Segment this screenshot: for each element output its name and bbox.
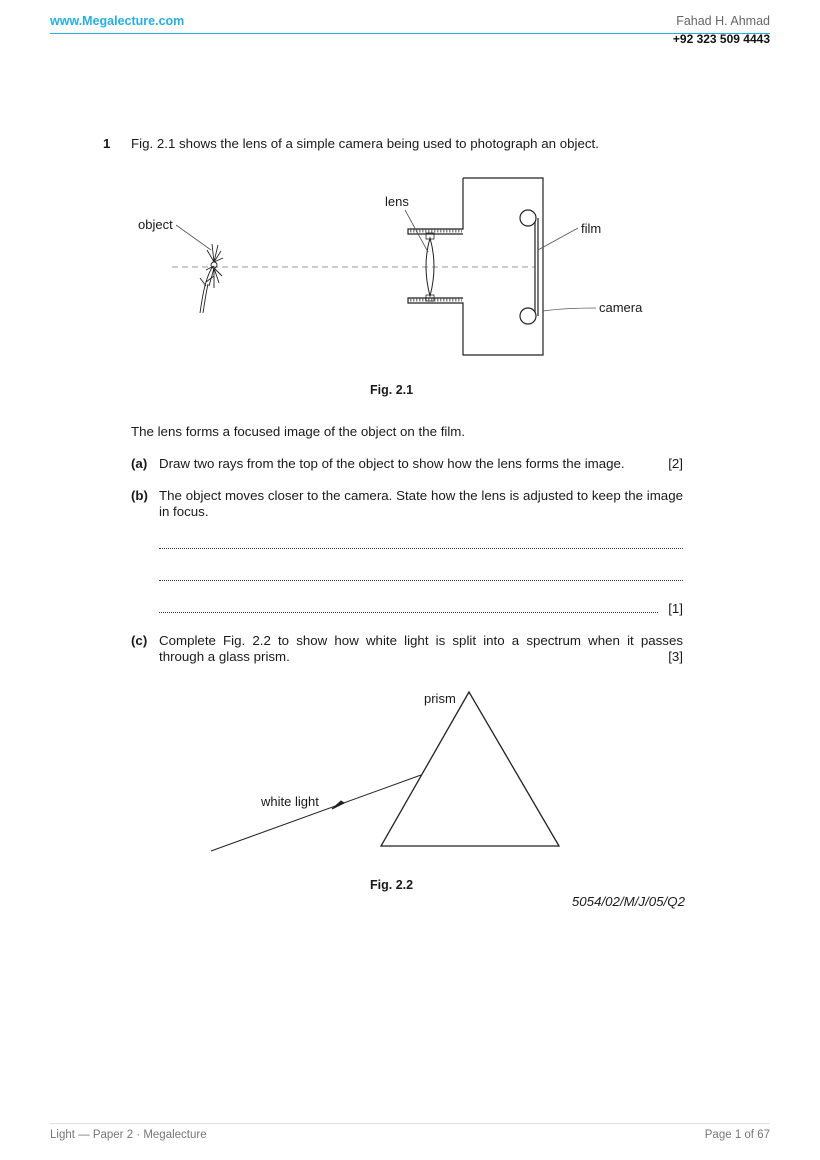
part-c-label: (c) xyxy=(131,633,148,648)
part-a-text: Draw two rays from the top of the object to show how the lens forms the image. xyxy=(159,456,625,471)
part-a-label: (a) xyxy=(131,456,148,471)
fig-2-1-caption: Fig. 2.1 xyxy=(370,383,414,397)
part-b-label: (b) xyxy=(131,488,148,503)
question-reference: 5054/02/M/J/05/Q2 xyxy=(571,894,685,909)
author-name: Fahad H. Ahmad xyxy=(676,14,770,28)
part-b-text: The object moves closer to the camera. State how the lens is adjusted to keep the image in focus. xyxy=(159,488,683,519)
page-number: Page 1 of 67 xyxy=(704,1129,770,1141)
answer-line-1[interactable] xyxy=(159,548,683,549)
site-link[interactable]: www.Megalecture.com xyxy=(50,14,185,28)
label-object: object xyxy=(138,217,173,232)
camera-diagram xyxy=(0,165,820,375)
part-a-marks: [2] xyxy=(668,456,683,471)
intro-text: The lens forms a focused image of the object on the film. xyxy=(131,424,466,439)
camera-leader xyxy=(543,308,596,311)
label-prism: prism xyxy=(424,691,456,706)
flower-object xyxy=(200,244,223,313)
phone-number: +92 323 509 4443 xyxy=(672,32,770,46)
answer-line-3[interactable] xyxy=(159,612,658,613)
fig-2-2-caption: Fig. 2.2 xyxy=(370,878,414,892)
label-lens: lens xyxy=(385,194,409,209)
answer-line-2[interactable] xyxy=(159,580,683,581)
question-number: 1 xyxy=(103,136,111,151)
part-c-line-2-text: through a glass prism. xyxy=(159,649,290,664)
white-light-ray xyxy=(211,775,421,851)
part-c-line-1: Complete Fig. 2.2 to show how white light is split into a spectrum when it passes xyxy=(159,633,683,648)
prism-triangle xyxy=(381,692,559,846)
label-white-light: white light xyxy=(261,794,319,809)
ray-arrowhead xyxy=(332,801,344,809)
film-spool-top xyxy=(520,210,536,226)
part-c-line-2 xyxy=(159,649,683,665)
film-leader xyxy=(538,228,578,250)
part-b-marks: [1] xyxy=(668,601,683,616)
film-spool-bottom xyxy=(520,308,536,324)
part-c-marks: [3] xyxy=(668,649,683,664)
lens-tube-hatching xyxy=(410,231,462,300)
object-leader xyxy=(176,225,211,250)
footer-left: Light — Paper 2 · Megalecture xyxy=(50,1129,207,1141)
label-film: film xyxy=(581,221,602,236)
footer-rule xyxy=(50,1123,770,1124)
prism-diagram xyxy=(0,680,820,860)
label-camera: camera xyxy=(599,300,643,315)
part-c-text xyxy=(159,633,683,665)
header-rule xyxy=(50,33,770,34)
question-stem: Fig. 2.1 shows the lens of a simple camera being used to photograph an object. xyxy=(131,136,599,151)
